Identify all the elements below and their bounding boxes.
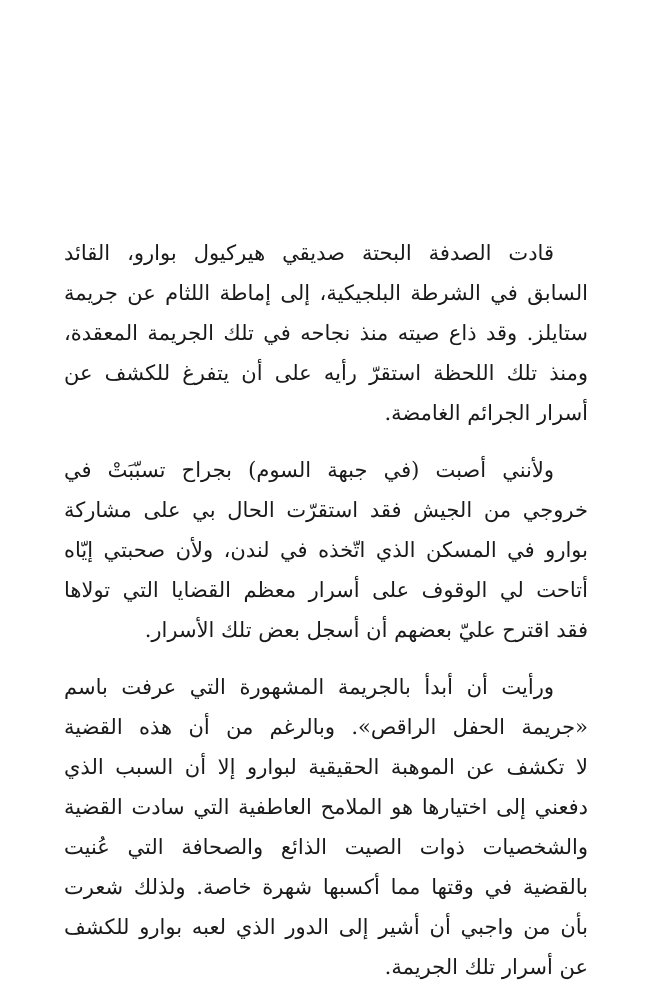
paragraph-line: ستايلز. وقد ذاع صيته منذ نجاحه في تلك الجريمة المعقدة،	[64, 321, 588, 345]
paragraph-line: أتاحت لي الوقوف على أسرار معظم القضايا التي تولاها	[64, 578, 588, 602]
paragraph-line: لا تكشف عن الموهبة الحقيقية لبوارو إلا أن السبب الذي	[64, 755, 588, 779]
paragraph-line: «جريمة الحفل الراقص». وبالرغم من أن هذه القضية	[64, 715, 588, 739]
body-text	[64, 233, 588, 1004]
paragraph-line: بأن من واجبي أن أشير إلى الدور الذي لعبه بوارو للكشف	[64, 915, 588, 939]
paragraph-line: عن أسرار تلك الجريمة.	[384, 955, 588, 979]
paragraph-1	[64, 233, 588, 433]
paragraph-line: دفعني إلى اختيارها هو الملامح العاطفية التي سادت القضية	[64, 795, 588, 819]
paragraph-3	[64, 667, 588, 987]
paragraph-line: والشخصيات ذوات الصيت الذائع والصحافة التي عُنيت	[64, 835, 588, 859]
paragraph-line: خروجي من الجيش فقد استقرّت الحال بي على مشاركة	[64, 498, 588, 522]
paragraph-line: فقد اقترح عليّ بعضهم أن أسجل بعض تلك الأسرار.	[144, 618, 588, 642]
paragraph-line: ورأيت أن أبدأ بالجريمة المشهورة التي عرفت باسم	[64, 675, 554, 699]
paragraph-line: السابق في الشرطة البلجيكية، إلى إماطة اللثام عن جريمة	[64, 281, 588, 305]
paragraph-line: أسرار الجرائم الغامضة.	[384, 401, 588, 425]
paragraph-line: بوارو في المسكن الذي اتّخذه في لندن، ولأن صحبتي إيّاه	[64, 538, 588, 562]
paragraph-line: ولأنني أصبت (في جبهة السوم) بجراح تسبّبَتْ في	[64, 458, 554, 482]
paragraph-2	[64, 450, 588, 650]
paragraph-line: بالقضية في وقتها مما أكسبها شهرة خاصة. ولذلك شعرت	[64, 875, 588, 899]
paragraph-line: ومنذ تلك اللحظة استقرّ رأيه على أن يتفرغ للكشف عن	[64, 361, 588, 385]
paragraph-line: قادت الصدفة البحتة صديقي هيركيول بوارو، القائد	[64, 241, 554, 265]
